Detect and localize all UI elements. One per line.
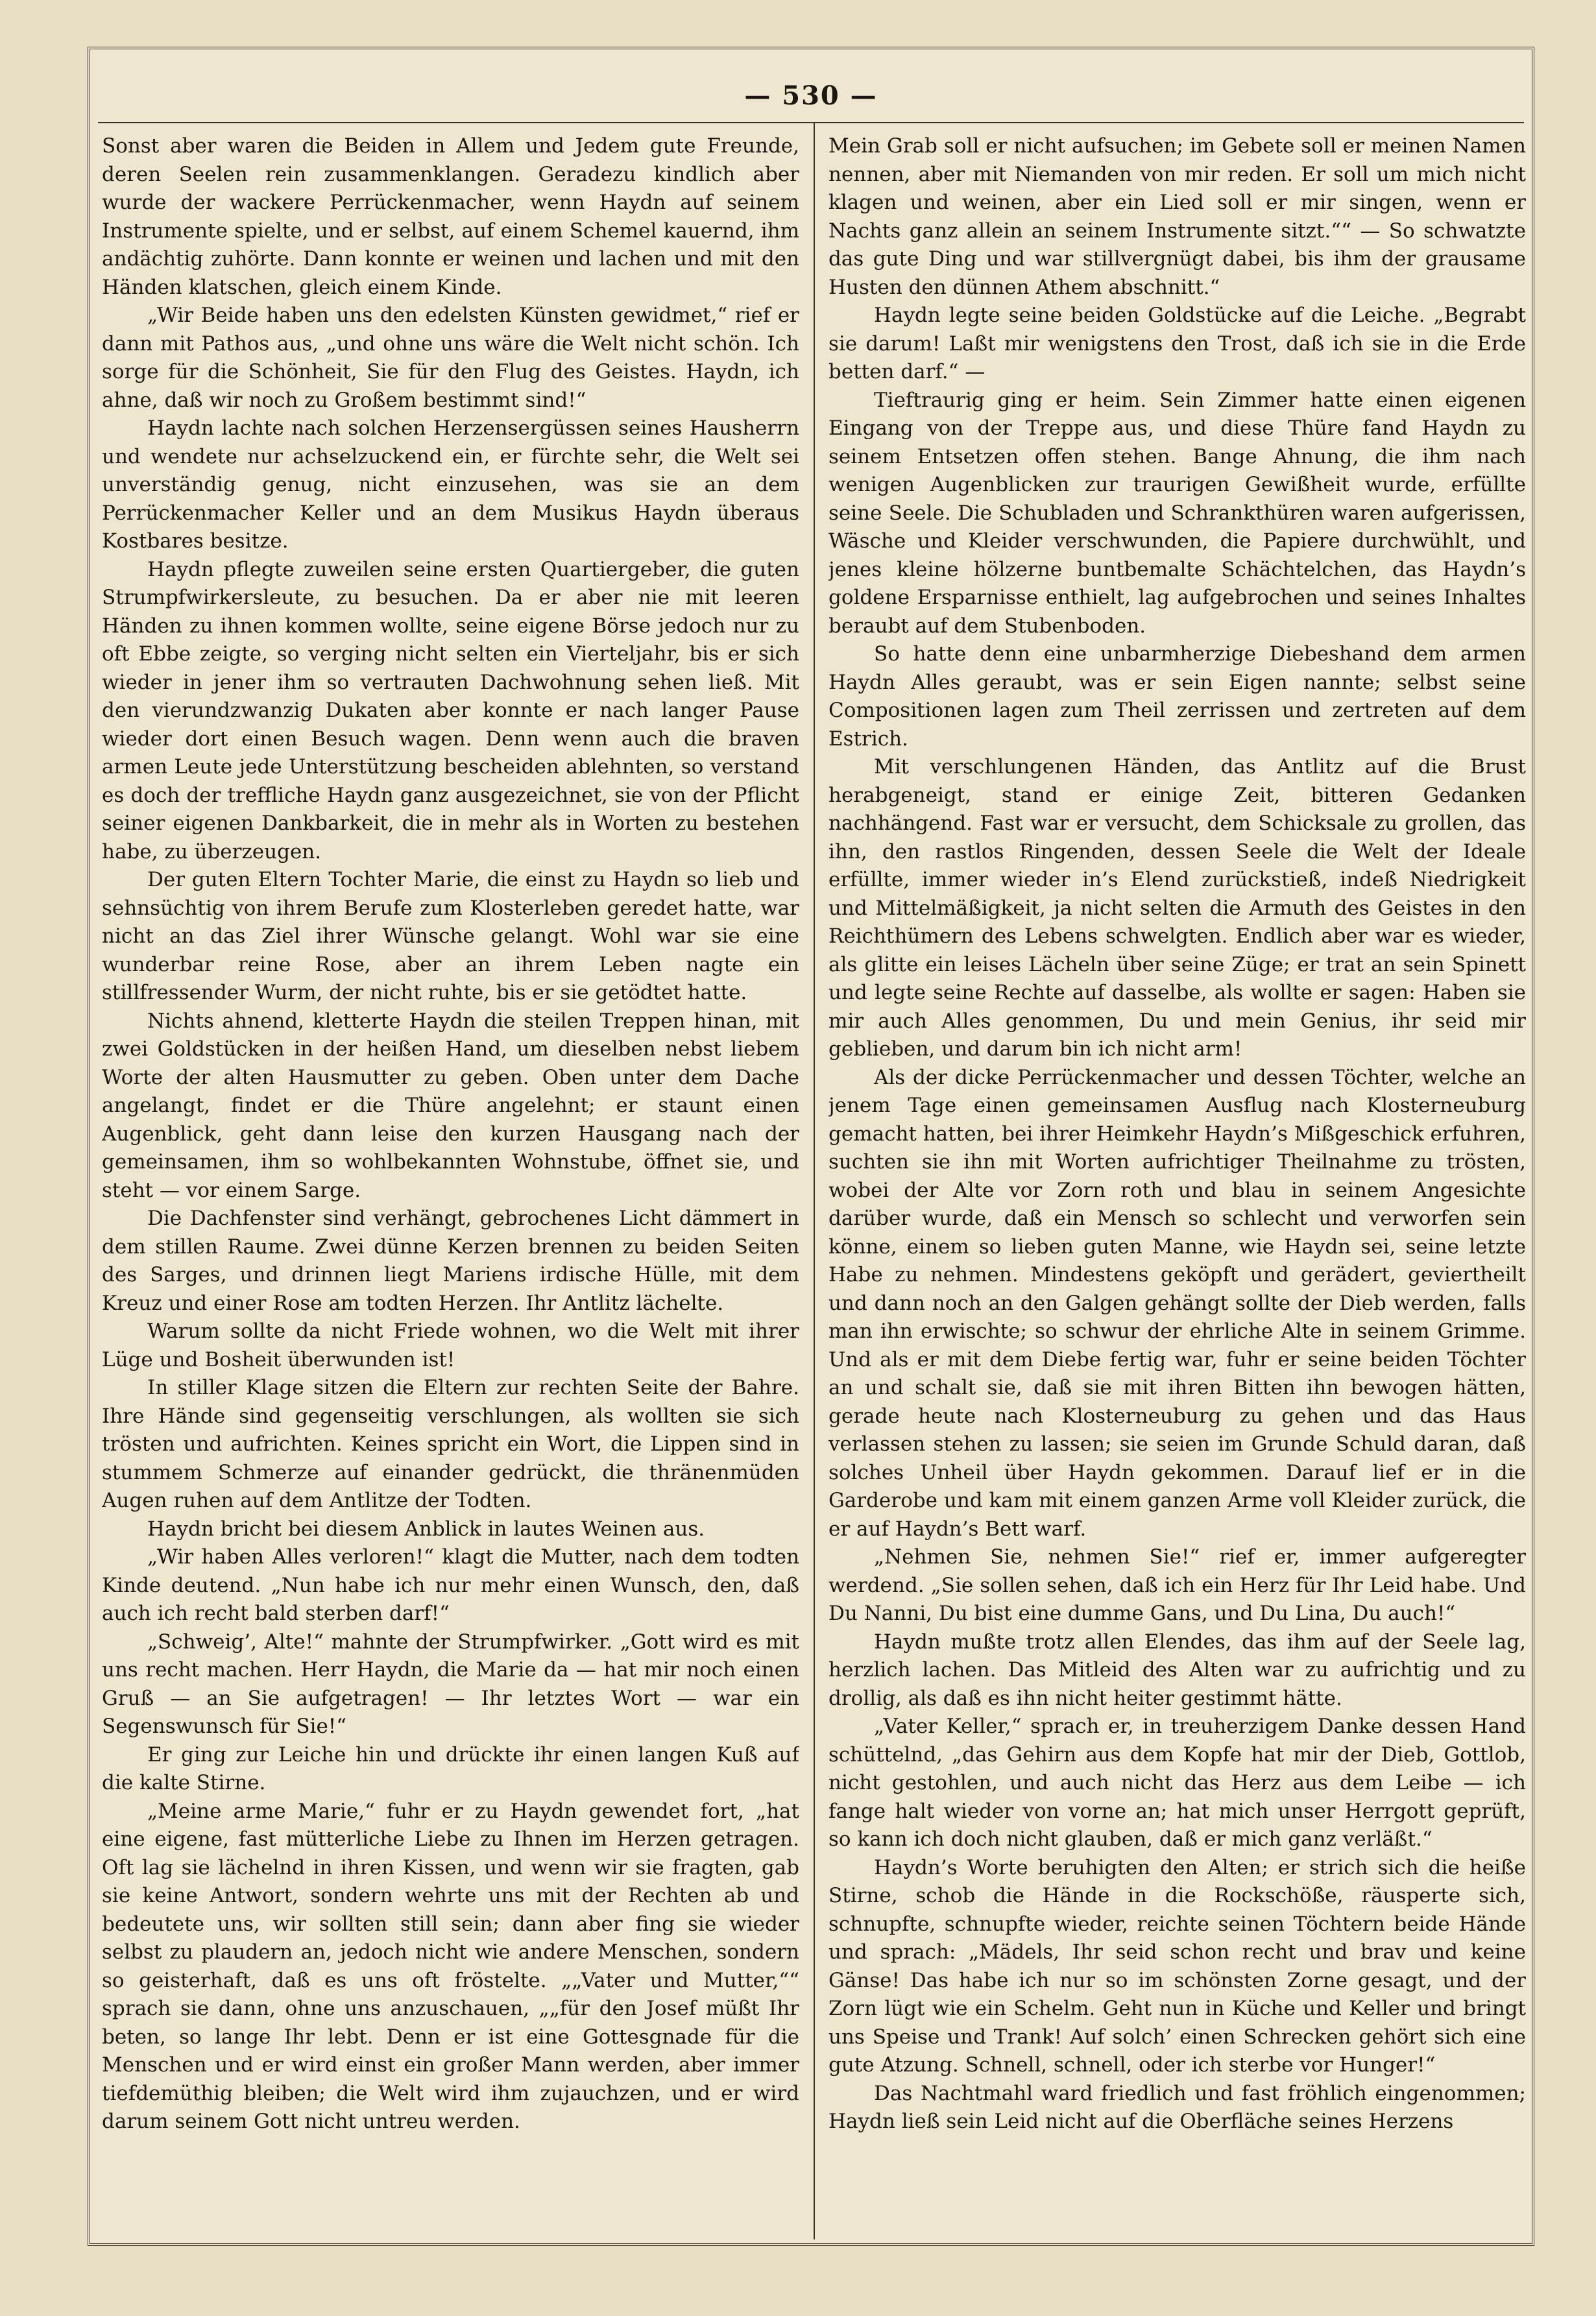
paragraph: Die Dachfenster sind verhängt, gebrochenes Licht dämmert in dem stillen Raume. Zwei dünne Kerzen brennen zu beiden Seiten des Sarges, und drinnen liegt Mariens irdische Hülle, mit dem Kreuz und einer Rose am todten Herzen. Ihr Antlitz lächelte.: [102, 1207, 799, 1315]
column-divider: [814, 122, 815, 2239]
paragraph: „Wir Beide haben uns den edelsten Künsten gewidmet,“ rief er dann mit Pathos aus, „und ohne uns wäre die Welt nicht schön. Ich sorge für die Schönheit, Sie für den Flug des Geistes. Haydn, ich ahne, daß wir noch zu Großem bestimmt sind!“: [102, 304, 799, 412]
paragraph: „Vater Keller,“ sprach er, in treuherzigem Danke dessen Hand schüttelnd, „das Gehirn aus dem Kopfe hat mir der Dieb, Gottlob, nicht gestohlen, und auch nicht das Herz aus dem Leibe — ich fange halt wieder von vorne an; hat mich unser Herrgott geprüft, so kann ich doch nicht glauben, daß er mich ganz verläßt.“: [828, 1715, 1526, 1851]
paragraph: In stiller Klage sitzen die Eltern zur rechten Seite der Bahre. Ihre Hände sind gegenseitig verschlungen, als wollten sie sich trösten und aufrichten. Keines spricht ein Wort, die Lippen sind in stummem Schmerze auf einander gedrückt, die thränenmüden Augen ruhen auf dem Antlitze der Todten.: [102, 1376, 799, 1512]
paragraph: Warum sollte da nicht Friede wohnen, wo die Welt mit ihrer Lüge und Bosheit überwunden ist!: [102, 1320, 799, 1371]
page-number: — 530 —: [744, 80, 878, 111]
paragraph: Er ging zur Leiche hin und drückte ihr einen langen Kuß auf die kalte Stirne.: [102, 1743, 799, 1794]
paragraph: Das Nachtmahl ward friedlich und fast fröhlich eingenommen; Haydn ließ sein Leid nicht auf die Oberfläche seines Herzens: [828, 2081, 1526, 2133]
paragraph: Nichts ahnend, kletterte Haydn die steilen Treppen hinan, mit zwei Goldstücken in der heißen Hand, um dieselben nebst liebem Worte der alten Hausmutter zu geben. Oben unter dem Dache angelangt, findet er die Thüre angelehnt; er staunt einen Augenblick, geht dann leise den kurzen Hausgang nach der gemeinsamen, ihm so wohlbekannten Wohnstube, öffnet sie, und steht — vor einem Sarge.: [102, 1009, 799, 1202]
paragraph: So hatte denn eine unbarmherzige Diebeshand dem armen Haydn Alles geraubt, was er sein Eigen nannte; selbst seine Compositionen lagen zum Theil zerrissen und zertreten auf dem Estrich.: [828, 642, 1526, 751]
paragraph: „Wir haben Alles verloren!“ klagt die Mutter, nach dem todten Kinde deutend. „Nun habe ich nur mehr einen Wunsch, den, daß auch ich recht bald sterben darf!“: [102, 1545, 799, 1625]
paragraph: „Schweig’, Alte!“ mahnte der Strumpfwirker. „Gott wird es mit uns recht machen. Herr Haydn, die Marie da — hat mir noch einen Gruß — an Sie aufgetragen! — Ihr letztes Wort — war ein Segenswunsch für Sie!“: [102, 1630, 799, 1738]
paragraph: Tieftraurig ging er heim. Sein Zimmer hatte einen eigenen Eingang von der Treppe aus, und diese Thüre fand Haydn zu seinem Entsetzen offen stehen. Bange Ahnung, die ihm nach wenigen Augenblicken zur traurigen Gewißheit wurde, erfüllte seine Seele. Die Schubladen und Schrankthüren waren aufgerissen, Wäsche und Kleider verschwunden, die Papiere durchwühlt, und jenes kleine hölzerne buntbemalte Schächtelchen, das Haydn’s goldene Ersparnisse enthielt, lag aufgebrochen und seines Inhaltes beraubt auf dem Stubenboden.: [828, 388, 1526, 638]
paragraph: Der guten Eltern Tochter Marie, die einst zu Haydn so lieb und sehnsüchtig von ihrem Berufe zum Klosterleben geredet hatte, war nicht an das Ziel ihrer Wünsche gelangt. Wohl war sie eine wunderbar reine Rose, aber an ihrem Leben nagte ein stillfressender Wurm, der nicht ruhte, bis er sie getödtet hatte.: [102, 868, 799, 1004]
paragraph: „Nehmen Sie, nehmen Sie!“ rief er, immer aufgeregter werdend. „Sie sollen sehen, daß ich ein Herz für Ihr Leid habe. Und Du Nanni, Du bist eine dumme Gans, und Du Lina, Du auch!“: [828, 1545, 1526, 1625]
paragraph: Als der dicke Perrückenmacher und dessen Töchter, welche an jenem Tage einen gemeinsamen Ausflug nach Klosterneuburg gemacht hatten, bei ihrer Heimkehr Haydn’s Mißgeschick erfuhren, suchten sie ihn mit Worten aufrichtiger Theilnahme zu trösten, wobei der Alte vor Zorn roth und blau in seinem Angesichte darüber wurde, daß ein Mensch so schlecht und verworfen sein könne, einem so lieben guten Manne, wie Haydn sei, seine letzte Habe zu nehmen. Mindestens geköpft und gerädert, geviertheilt und dann noch an den Galgen gehängt sollte der Dieb werden, falls man ihn erwischte; so schwur der ehrliche Alte in seinem Grimme. Und als er mit dem Diebe fertig war, fuhr er seine beiden Töchter an und schalt sie, daß sie mit ihren Bitten ihn bewogen hätten, gerade heute nach Klosterneuburg zu gehen und das Haus verlassen stehen zu lassen; sie seien im Grunde Schuld daran, daß solches Unheil über Haydn gekommen. Darauf lief er in die Garderobe und kam mit einem ganzen Arme voll Kleider zurück, die er auf Haydn’s Bett warf.: [828, 1065, 1526, 1541]
paragraph: Haydn legte seine beiden Goldstücke auf die Leiche. „Begrabt sie darum! Laßt mir wenigstens den Trost, daß ich sie in die Erde betten darf.“ —: [828, 304, 1526, 383]
paragraph: Sonst aber waren die Beiden in Allem und Jedem gute Freunde, deren Seelen rein zusammenklangen. Geradezu kindlich aber wurde der wackere Perrückenmacher, wenn Haydn auf seinem Instrumente spielte, und er selbst, auf einem Schemel kauernd, ihm andächtig zuhörte. Dann konnte er weinen und lachen und mit den Händen klatschen, gleich einem Kinde.: [102, 134, 799, 299]
paragraph: Haydn bricht bei diesem Anblick in lautes Weinen aus.: [147, 1517, 705, 1541]
paragraph: Haydn’s Worte beruhigten den Alten; er strich sich die heiße Stirne, schob die Hände in die Rockschöße, räusperte sich, schnupfte, schnupfte wieder, reichte seinen Töchtern beide Hände und sprach: „Mädels, Ihr seid schon recht und brav und keine Gänse! Das habe ich nur so im schönsten Zorne gesagt, und der Zorn lügt wie ein Schelm. Geht nun in Küche und Keller und bringt uns Speise und Trank! Auf solch’ einen Schrecken gehört sich eine gute Atzung. Schnell, schnell, oder ich sterbe vor Hunger!“: [828, 1855, 1526, 2077]
right-column: [828, 132, 1526, 2237]
paragraph: Mit verschlungenen Händen, das Antlitz auf die Brust herabgeneigt, stand er einige Zeit, bitteren Gedanken nachhängend. Fast war er versucht, dem Schicksale zu grollen, das ihn, den rastlos Ringenden, dessen Seele die Welt der Ideale erfüllte, immer wieder in’s Elend zurückstieß, indeß Niedrigkeit und Mittelmäßigkeit, ja nicht selten die Armuth des Geistes in den Reichthümern des Lebens schwelgten. Endlich aber war es wieder, als glitte ein leises Lächeln über seine Züge; er trat an sein Spinett und legte seine Rechte auf dasselbe, als wollte er sagen: Haben sie mir auch Alles genommen, Du und mein Genius, ihr seid mir geblieben, und darum bin ich nicht arm!: [828, 755, 1526, 1061]
paragraph: Haydn lachte nach solchen Herzensergüssen seines Hausherrn und wendete nur achselzuckend ein, er fürchte sehr, die Welt sei unverständig genug, nicht einzusehen, was sie an dem Perrückenmacher Keller und an dem Musikus Haydn überaus Kostbares besitze.: [102, 416, 799, 553]
paragraph: Haydn mußte trotz allen Elendes, das ihm auf der Seele lag, herzlich lachen. Das Mitleid des Alten war zu aufrichtig und zu drollig, als daß es ihn nicht heiter gestimmt hätte.: [828, 1630, 1526, 1710]
paragraph: Haydn pflegte zuweilen seine ersten Quartiergeber, die guten Strumpfwirkersleute, zu besuchen. Da er aber nie mit leeren Händen zu ihnen kommen wollte, seine eigene Börse jedoch nur zu oft Ebbe zeigte, so verging nicht selten ein Vierteljahr, bis er sich wieder in jener ihm so vertrauten Dachwohnung sehen ließ. Mit den vierundzwanzig Dukaten aber konnte er nach langer Pause wieder dort einen Besuch wagen. Denn wenn auch die braven armen Leute jede Unterstützung bescheiden ablehnten, so verstand es doch der treffliche Haydn ganz ausgezeichnet, sie von der Pflicht seiner eigenen Dankbarkeit, die in mehr als in Worten zu bestehen habe, zu überzeugen.: [102, 557, 799, 863]
paragraph: Mein Grab soll er nicht aufsuchen; im Gebete soll er meinen Namen nennen, aber mit Niemanden von mir reden. Er soll um mich nicht klagen und weinen, aber ein Lied soll er mir singen, wenn er Nachts ganz allein an seinem Instrumente sitzt.““ — So schwatzte das gute Ding und war stillvergnügt dabei, bis ihm der grausame Husten den dünnen Athem abschnitt.“: [828, 134, 1526, 299]
left-column: [102, 132, 799, 2237]
header-rule: [98, 122, 1524, 123]
page-frame: [88, 47, 1534, 2246]
paragraph: „Meine arme Marie,“ fuhr er zu Haydn gewendet fort, „hat eine eigene, fast mütterliche Liebe zu Ihnen im Herzen getragen. Oft lag sie lächelnd in ihren Kissen, und wenn wir sie fragten, gab sie keine Antwort, sondern wehrte uns mit der Rechten ab und bedeutete uns, wir sollten still sein; dann aber fing sie wieder selbst zu plaudern an, jedoch nicht wie andere Menschen, sondern so geisterhaft, daß es uns oft fröstelte. „„Vater und Mutter,““ sprach sie dann, ohne uns anzuschauen, „„für den Josef müßt Ihr beten, so lange Ihr lebt. Denn er ist eine Gottesgnade für die Menschen und er wird einst ein großer Mann werden, aber immer tiefdemüthig bleiben; die Welt wird ihm zujauchzen, und er wird darum seinem Gott nicht untreu werden.: [102, 1799, 799, 2133]
